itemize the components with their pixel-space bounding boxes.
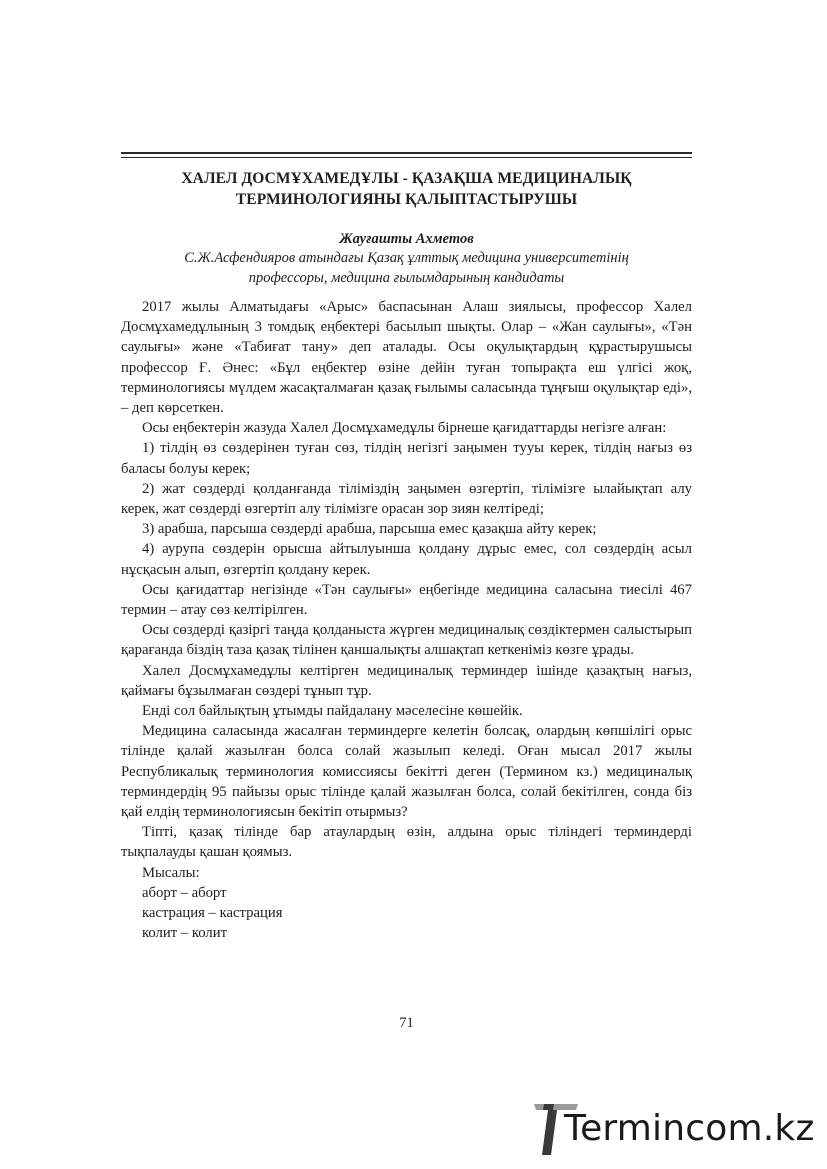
paragraph-5: Халел Досмұхамедұлы келтірген медициналық терминдер ішінде қазақтың нағыз, қаймағы бұзылмаған сөздері тұнып тұр. bbox=[121, 662, 692, 699]
principle-4: 4) аурупа сөздерін орысша айтылуынша қолдану дұрыс емес, сол сөздердің асыл нұсқасын алып, өзгертіп қолдану керек. bbox=[121, 541, 692, 578]
article-title bbox=[121, 168, 692, 210]
author-affiliation bbox=[121, 248, 692, 288]
paragraph-2: Осы еңбектерін жазуда Халел Досмұхамедұлы бірнеше қағидаттарды негізге алған: bbox=[142, 420, 667, 437]
example-item-2: кастрация – кастрация bbox=[142, 905, 283, 922]
paragraph-4: Осы сөздерді қазіргі таңда қолданыста жүрген медициналық сөздіктермен салыстырып қарағанда біздің таза қазақ тілінен қаншалықты алшақтап кеткеніміз көзге ұрады. bbox=[121, 622, 692, 659]
termincom-logo-text: Termincom.kz bbox=[564, 1108, 815, 1149]
affiliation-line1: С.Ж.Асфендияров атындағы Қазақ ұлттық медицина университетінің bbox=[184, 250, 629, 266]
example-item-1: аборт – аборт bbox=[142, 884, 227, 901]
paragraph-7: Медицина саласында жасалған терминдерге келетін болсақ, олардың көпшілігі орыс тілінде қалай жазылған болса солай жазылып келеді. Оған мысал 2017 жылы Республикалық терминология комиссиясы бекітті деген (Термином кз.) медициналық терминдердің 95 пайызы орыс тілінде қалай жазылған болса, солай бекітілген, сонда біз қай елдің терминологиясын бекітіп отырмыз? bbox=[121, 723, 692, 821]
page-number: 71 bbox=[399, 1015, 414, 1031]
principle-2: 2) жат сөздерді қолданғанда тіліміздің заңымен өзгертіп, тілімізге ылайықтап алу керек, жат сөздерді өзгертіп алу тілімізге орасан зор зиян келтіреді; bbox=[121, 480, 692, 518]
examples-label: Мысалы: bbox=[142, 864, 200, 881]
article-title-line2: ТЕРМИНОЛОГИЯНЫ ҚАЛЫПТАСТЫРУШЫ bbox=[235, 191, 578, 208]
paragraph-1: 2017 жылы Алматыдағы «Арыс» баспасынан Алаш зиялысы, профессор Халел Досмұхамедұлының 3 томдық еңбектері басылып шықты. Олар – «Жан саулығы», «Тән саулығы» және «Табиғат тану» деп аталады. Осы оқулықтардың құрастырушысы профессор Ғ. Әнес: «Бұл еңбектер өзіне дейін туған топырақта еш үлгісі жоқ, терминологиясы мүлдем жасақталмаған қазақ ғылымы саласында тұңғыш оқулықтар еді», – деп көрсеткен. bbox=[121, 299, 692, 417]
header-rule-thin bbox=[121, 157, 692, 158]
article-title-line1: ХАЛЕЛ ДОСМҰХАМЕДҰЛЫ - ҚАЗАҚША МЕДИЦИНАЛЫҚ bbox=[181, 170, 632, 187]
paragraph-8: Тіпті, қазақ тілінде бар атаулардың өзін, алдына орыс тіліндегі терминдерді тықпалауды қашан қоямыз. bbox=[121, 824, 692, 861]
termincom-logo bbox=[524, 1100, 814, 1160]
article-body bbox=[121, 297, 692, 944]
header-rule-thick bbox=[121, 152, 692, 154]
paragraph-6: Енді сол байлықтың ұтымды пайдалану мәселесіне көшейік. bbox=[142, 703, 523, 720]
affiliation-line2: профессоры, медицина ғылымдарының кандидаты bbox=[248, 270, 565, 286]
article-author: Жауғашты Ахметов bbox=[339, 231, 474, 247]
principle-3: 3) арабша, парсыша сөздерді арабша, парсыша емес қазақша айту керек; bbox=[142, 521, 597, 538]
paragraph-3: Осы қағидаттар негізінде «Тән саулығы» еңбегінде медицина саласына тиесілі 467 термин – атау сөз келтірілген. bbox=[121, 581, 692, 619]
principle-1: 1) тілдің өз сөздерінен туған сөз, тілдің негізгі заңымен тууы керек, тілдің нағыз өз баласы болуы керек; bbox=[121, 440, 692, 477]
example-item-3: колит – колит bbox=[142, 925, 227, 942]
